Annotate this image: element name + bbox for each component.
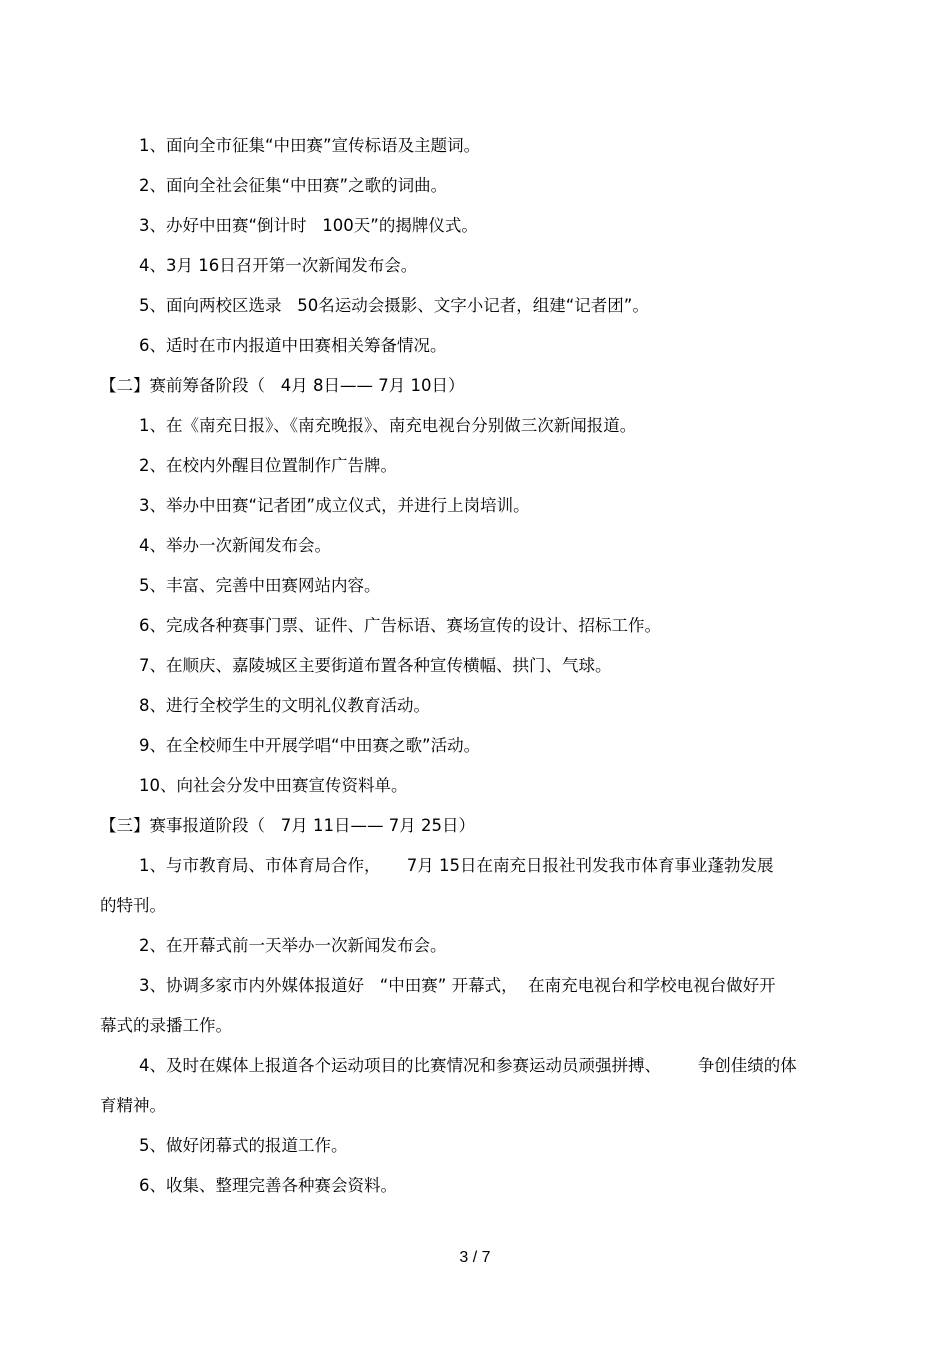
section2-item-3: 3、举办中田赛“记者团”成立仪式，并进行上岗培训。 [139, 496, 530, 515]
section1-item-6: 6、适时在市内报道中田赛相关筹备情况。 [139, 336, 447, 355]
section2-item-4: 4、举办一次新闻发布会。 [139, 536, 331, 555]
section2-item-2: 2、在校内外醒目位置制作广告牌。 [139, 456, 397, 475]
section3-item-2: 2、在开幕式前一天举办一次新闻发布会。 [139, 936, 447, 955]
section1-item-1: 1、面向全市征集“中田赛”宣传标语及主题词。 [139, 136, 481, 155]
section2-item-1: 1、在《南充日报》、《南充晚报》、南充电视台分别做三次新闻报道。 [139, 416, 637, 435]
section3-item-5: 5、做好闭幕式的报道工作。 [139, 1136, 348, 1155]
section3-item-3-line2: 幕式的录播工作。 [100, 1016, 232, 1035]
page-number: 3 / 7 [459, 1249, 491, 1266]
section1-item-4: 4、3月 16日召开第一次新闻发布会。 [139, 256, 418, 275]
section2-item-9: 9、在全校师生中开展学唱“中田赛之歌”活动。 [139, 736, 481, 755]
section2-item-7: 7、在顺庆、嘉陵城区主要街道布置各种宣传横幅、拱门、气球。 [139, 656, 612, 675]
section2-heading: 【二】赛前筹备阶段（ 4月 8日—— 7月 10日） [100, 376, 465, 395]
section3-item-4-line1: 4、及时在媒体上报道各个运动项目的比赛情况和参赛运动员顽强拼搏、 争创佳绩的体 [139, 1056, 797, 1075]
section3-heading: 【三】赛事报道阶段（ 7月 11日—— 7月 25日） [100, 816, 475, 835]
section1-item-5: 5、面向两校区选录 50名运动会摄影、文字小记者，组建“记者团”。 [139, 296, 649, 315]
section1-item-3: 3、办好中田赛“倒计时 100天”的揭牌仪式。 [139, 216, 478, 235]
document-body [100, 126, 845, 1206]
section3-item-6: 6、收集、整理完善各种赛会资料。 [139, 1176, 397, 1195]
section2-item-10: 10、向社会分发中田赛宣传资料单。 [139, 776, 408, 795]
section2-item-6: 6、完成各种赛事门票、证件、广告标语、赛场宣传的设计、招标工作。 [139, 616, 661, 635]
section2-item-5: 5、丰富、完善中田赛网站内容。 [139, 576, 381, 595]
section2-item-8: 8、进行全校学生的文明礼仪教育活动。 [139, 696, 430, 715]
section3-item-1-line1: 1、与市教育局、市体育局合作， 7月 15日在南充日报社刊发我市体育事业蓬勃发展 [139, 856, 774, 875]
section3-item-3-line1: 3、协调多家市内外媒体报道好 “中田赛” 开幕式， 在南充电视台和学校电视台做好开 [139, 976, 776, 995]
section3-item-1-line2: 的特刊。 [100, 896, 166, 915]
section1-item-2: 2、面向全社会征集“中田赛”之歌的词曲。 [139, 176, 448, 195]
section3-item-4-line2: 育精神。 [100, 1096, 166, 1115]
